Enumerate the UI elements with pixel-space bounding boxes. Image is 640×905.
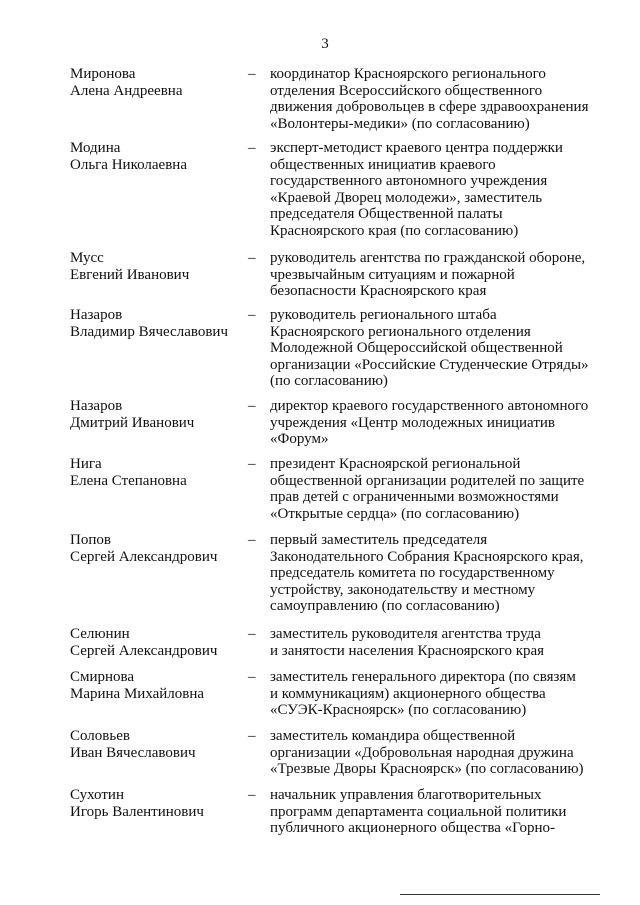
member-role xyxy=(270,250,600,300)
member-role-line: отделения Всероссийского общественного xyxy=(270,82,543,99)
member-role-line: безопасности Красноярского края xyxy=(270,283,487,299)
member-role-line: «СУЭК-Красноярск» (по согласованию) xyxy=(270,702,527,718)
member-given-names: Сергей Александрович xyxy=(70,548,218,565)
member-name xyxy=(70,787,255,820)
member-role-line: программ департамента социальной политики xyxy=(270,803,567,820)
member-role-line: заместитель руководителя агентства труда xyxy=(270,626,541,642)
member-given-names: Елена Степановна xyxy=(70,472,187,489)
page-bottom-rule xyxy=(400,894,600,895)
member-given-names: Иван Вячеславович xyxy=(70,744,196,761)
separator-dash: – xyxy=(248,307,256,323)
member-role xyxy=(270,728,600,778)
member-surname: Назаров xyxy=(70,398,123,414)
member-role-line: организации «Российские Студенческие Отряды» xyxy=(270,356,589,373)
member-name xyxy=(70,728,255,761)
member-role-line: публичного акционерного общества «Горно- xyxy=(270,820,556,836)
member-role-line: руководитель агентства по гражданской обороне, xyxy=(270,250,586,266)
member-role-line: президент Красноярской региональной xyxy=(270,456,521,472)
member-role-line: (по согласованию) xyxy=(270,373,388,389)
member-role-line: первый заместитель председателя xyxy=(270,532,488,548)
member-given-names: Игорь Валентинович xyxy=(70,803,204,820)
separator-dash: – xyxy=(248,532,256,548)
member-role xyxy=(270,307,600,390)
member-role-line: «Волонтеры-медики» (по согласованию) xyxy=(270,115,530,132)
member-role xyxy=(270,66,600,132)
member-role-line: заместитель командира общественной xyxy=(270,728,516,744)
member-given-names: Владимир Вячеславович xyxy=(70,323,228,340)
member-role-line: движения добровольцев в сфере здравоохранения xyxy=(270,99,589,115)
member-name xyxy=(70,66,255,99)
member-surname: Мусс xyxy=(70,250,104,266)
member-role-line: самоуправлению (по согласованию) xyxy=(270,598,500,614)
separator-dash: – xyxy=(248,626,256,642)
member-surname: Нига xyxy=(70,456,102,472)
member-role-line: организации «Добровольная народная дружина xyxy=(270,744,574,761)
member-surname: Смирнова xyxy=(70,669,135,685)
member-role-line: чрезвычайным ситуациям и пожарной xyxy=(270,266,515,283)
separator-dash: – xyxy=(248,456,256,472)
separator-dash: – xyxy=(248,787,256,803)
member-role-line: Красноярского регионального отделения xyxy=(270,323,531,340)
member-surname: Сухотин xyxy=(70,787,124,803)
member-role xyxy=(270,456,600,522)
member-role-line: Молодежной Общероссийской общественной xyxy=(270,340,563,356)
member-name xyxy=(70,250,255,283)
member-role-line: Красноярского края (по согласованию) xyxy=(270,222,519,239)
member-surname: Миронова xyxy=(70,66,136,82)
separator-dash: – xyxy=(248,669,256,685)
member-name xyxy=(70,626,255,659)
member-name xyxy=(70,140,255,173)
page-number: 3 xyxy=(321,36,329,52)
member-role xyxy=(270,532,600,615)
member-role-line: Законодательного Собрания Красноярского края, xyxy=(270,548,584,565)
member-name xyxy=(70,669,255,702)
member-role-line: «Краевой Дворец молодежи», заместитель xyxy=(270,189,543,206)
member-name xyxy=(70,532,255,565)
member-surname: Селюнин xyxy=(70,626,130,642)
member-role-line: и занятости населения Красноярского края xyxy=(270,642,545,659)
member-given-names: Евгений Иванович xyxy=(70,266,190,283)
member-role-line: заместитель генерального директора (по связям xyxy=(270,669,576,685)
separator-dash: – xyxy=(248,398,256,414)
member-given-names: Алена Андреевна xyxy=(70,82,183,99)
separator-dash: – xyxy=(248,728,256,744)
member-role-line: общественных инициатив краевого xyxy=(270,156,496,173)
member-name xyxy=(70,398,255,431)
member-role-line: прав детей с ограниченными возможностями xyxy=(270,489,559,505)
member-role-line: координатор Красноярского регионального xyxy=(270,66,546,82)
member-surname: Попов xyxy=(70,532,111,548)
member-role-line: устройству, законодательству и местному xyxy=(270,581,536,598)
member-role-line: эксперт-методист краевого центра поддержки xyxy=(270,140,563,156)
member-role-line: председатель комитета по государственному xyxy=(270,565,555,581)
member-role-line: общественной организации родителей по защите xyxy=(270,472,585,489)
member-role-line: «Открытые сердца» (по согласованию) xyxy=(270,505,520,522)
member-given-names: Ольга Николаевна xyxy=(70,156,187,173)
member-role-line: и коммуникациям) акционерного общества xyxy=(270,685,546,702)
member-surname: Соловьев xyxy=(70,728,130,744)
member-role-line: государственного автономного учреждения xyxy=(270,173,548,189)
separator-dash: – xyxy=(248,66,256,82)
member-given-names: Дмитрий Иванович xyxy=(70,414,195,431)
member-role-line: начальник управления благотворительных xyxy=(270,787,542,803)
separator-dash: – xyxy=(248,250,256,266)
member-role-line: «Трезвые Дворы Красноярск» (по согласованию) xyxy=(270,761,584,777)
separator-dash: – xyxy=(248,140,256,156)
member-role-line: руководитель регионального штаба xyxy=(270,307,497,323)
member-role xyxy=(270,140,600,239)
member-role-line: «Форум» xyxy=(270,431,329,447)
member-surname: Назаров xyxy=(70,307,123,323)
member-role xyxy=(270,669,600,719)
member-role xyxy=(270,626,600,659)
member-name xyxy=(70,307,255,340)
member-role-line: директор краевого государственного автономного xyxy=(270,398,589,414)
member-role-line: председателя Общественной палаты xyxy=(270,206,503,222)
member-role xyxy=(270,787,600,837)
member-surname: Модина xyxy=(70,140,121,156)
member-name xyxy=(70,456,255,489)
member-role-line: учреждения «Центр молодежных инициатив xyxy=(270,414,555,431)
member-given-names: Сергей Александрович xyxy=(70,642,218,659)
member-given-names: Марина Михайловна xyxy=(70,685,205,702)
member-role xyxy=(270,398,600,448)
